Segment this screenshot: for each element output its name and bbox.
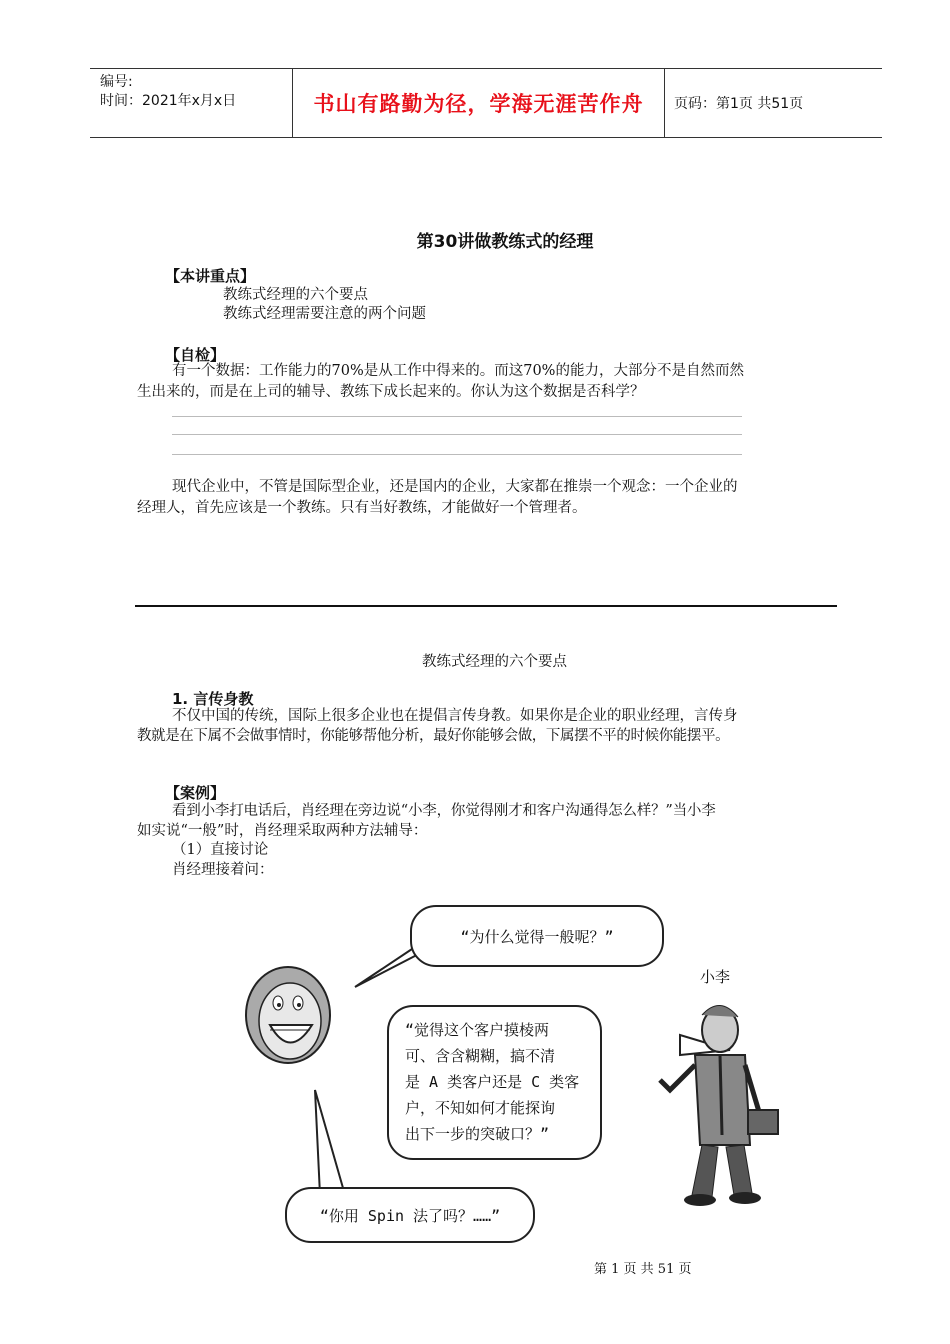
page-footer: 第 1 页 共 51 页	[594, 1262, 692, 1277]
time-label: 时间：2021年x月x日	[100, 93, 237, 109]
section-title: 教练式经理的六个要点	[422, 654, 567, 670]
bubble-text: 出下一步的突破口？”	[405, 1125, 550, 1143]
intro-text: 经理人，首先应该是一个教练。只有当好教练，才能做好一个管理者。	[137, 500, 587, 516]
answer-line	[172, 416, 742, 417]
selfcheck-heading: 【自检】	[165, 346, 226, 364]
page-header	[90, 68, 882, 138]
answer-line	[172, 434, 742, 435]
case-text: 肖经理接着问：	[172, 862, 274, 878]
case-text: （1）直接讨论	[172, 842, 269, 858]
paragraph: 不仅中国的传统，国际上很多企业也在提倡言传身教。如果你是企业的职业经理，言传身	[172, 708, 738, 724]
speech-bubble	[410, 905, 664, 967]
answer-line	[172, 454, 742, 455]
manager-face-icon	[246, 967, 330, 1063]
divider	[664, 69, 665, 137]
header-meta	[100, 73, 236, 111]
lecture-title: 第30讲做教练式的经理	[416, 232, 594, 252]
case-text: 如实说“一般”时，肖经理采取两种方法辅导：	[137, 823, 428, 839]
number-label: 编号:	[100, 74, 133, 90]
xiaoli-figure-icon	[660, 1005, 778, 1206]
header-motto: 书山有路勤为径，学海无涯苦作舟	[313, 92, 644, 116]
bubble-text: 户，不知如何才能探询	[405, 1099, 556, 1117]
bubble-text: 可、含含糊糊，搞不清	[405, 1047, 556, 1065]
speech-bubble	[387, 1005, 602, 1160]
selfcheck-text: 有一个数据：工作能力的70%是从工作中得来的。而这70%的能力，大部分不是自然而然	[172, 363, 744, 379]
character-name: 小李	[700, 968, 731, 986]
case-text: 看到小李打电话后，肖经理在旁边说“小李，你觉得刚才和客户沟通得怎么样？”当小李	[172, 803, 716, 819]
bubble-text: “为什么觉得一般呢？”	[460, 927, 614, 946]
subsection-title: 1. 言传身教	[172, 690, 254, 708]
bubble-text: “觉得这个客户摸棱两	[405, 1021, 550, 1039]
header-page-label: 页码：第1页 共51页	[674, 96, 804, 112]
focus-item: 教练式经理的六个要点	[223, 287, 368, 303]
bubble-text: 是 A 类客户还是 C 类客	[405, 1073, 580, 1091]
speech-bubble	[285, 1187, 535, 1243]
case-heading: 【案例】	[165, 784, 226, 802]
focus-heading: 【本讲重点】	[165, 267, 256, 285]
selfcheck-text: 生出来的，而是在上司的辅导、教练下成长起来的。你认为这个数据是否科学？	[137, 384, 645, 400]
focus-item: 教练式经理需要注意的两个问题	[223, 306, 426, 322]
section-rule	[135, 605, 837, 607]
intro-text: 现代企业中，不管是国际型企业，还是国内的企业，大家都在推崇一个观念：一个企业的	[172, 479, 738, 495]
paragraph: 教就是在下属不会做事情时，你能够帮他分析，最好你能够会做，下属摆不平的时候你能摆平。	[137, 728, 730, 744]
bubble-tail	[315, 1090, 345, 1195]
bubble-text: “你用 Spin 法了吗？……”	[319, 1206, 501, 1225]
